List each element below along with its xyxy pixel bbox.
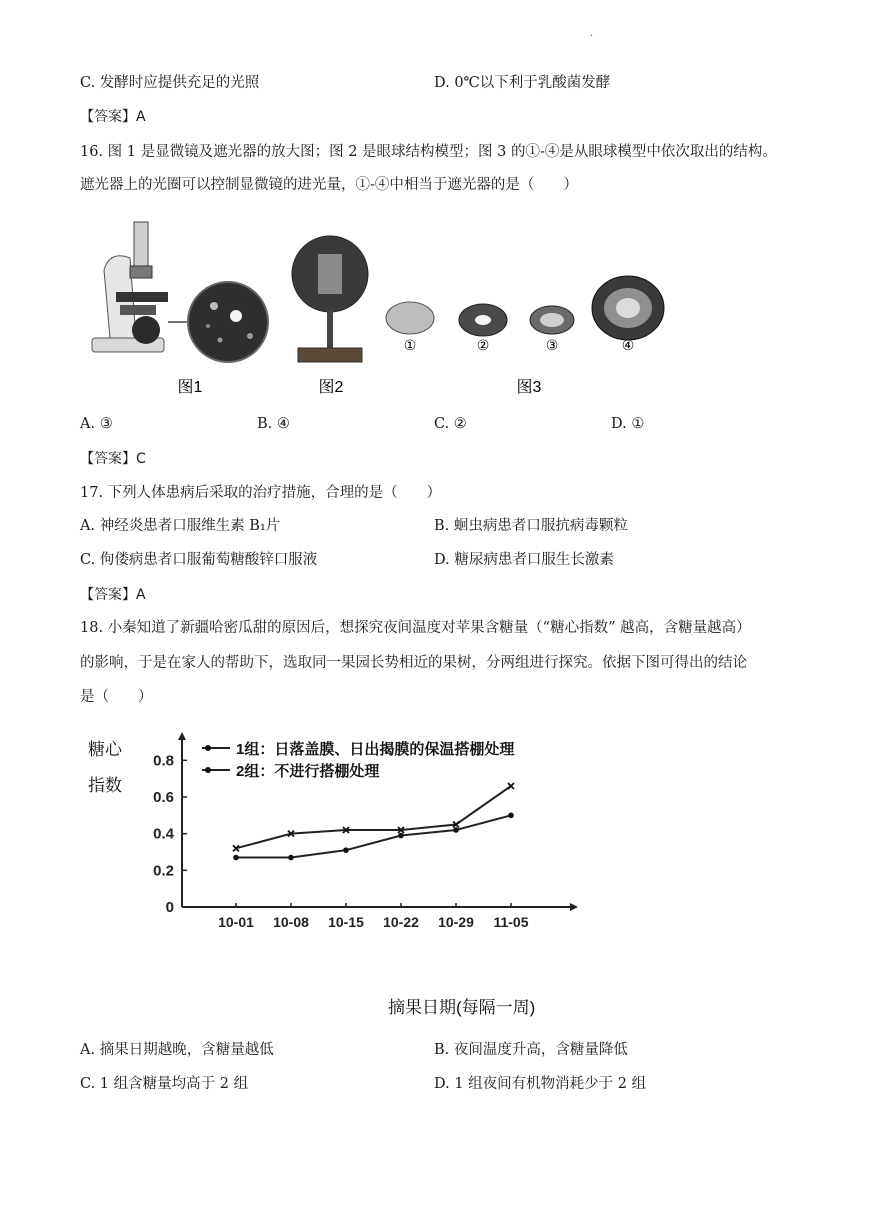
y-axis-arrow bbox=[178, 732, 186, 740]
q16-figure bbox=[80, 210, 680, 405]
q16-option-b: B. ④ bbox=[257, 416, 290, 432]
x-tick-label: 10-22 bbox=[383, 914, 419, 930]
data-point-group-2 bbox=[343, 847, 349, 853]
data-point-group-2 bbox=[453, 827, 459, 833]
series-line-group-1 bbox=[236, 786, 511, 848]
legend-label-group-2: 2组：不进行搭棚处理 bbox=[236, 763, 380, 780]
q15-option-c: C. 发酵时应提供充足的光照 bbox=[80, 75, 260, 91]
x-axis-arrow bbox=[570, 903, 578, 911]
diaphragm-enlarged bbox=[188, 282, 268, 362]
part-3-illustration bbox=[530, 306, 574, 334]
legend-marker-group-2 bbox=[205, 767, 211, 773]
q16-option-a: A. ③ bbox=[80, 416, 113, 432]
q17-option-c: C. 佝偻病患者口服葡萄糖酸锌口服液 bbox=[80, 552, 318, 568]
q18-option-b: B. 夜间温度升高，含糖量降低 bbox=[434, 1042, 628, 1058]
q18-option-a: A. 摘果日期越晚，含糖量越低 bbox=[80, 1042, 274, 1058]
x-tick-label: 11-05 bbox=[493, 914, 529, 930]
y-tick-label: 0.4 bbox=[153, 825, 174, 843]
part-2-illustration bbox=[459, 304, 507, 336]
y-tick-label: 0.2 bbox=[153, 862, 174, 880]
header-mark: . bbox=[590, 28, 594, 39]
q16-stem-line2: 遮光器上的光圈可以控制显微镜的进光量，①-④中相当于遮光器的是（ ） bbox=[80, 177, 578, 193]
q18-stem-line1: 18. 小秦知道了新疆哈密瓜甜的原因后，想探究夜间温度对苹果含糖量（“糖心指数” 越高，含糖量越高） bbox=[80, 620, 751, 636]
legend-label-group-1: 1组：日落盖膜、日出揭膜的保温搭棚处理 bbox=[236, 741, 515, 758]
q17-option-d: D. 糖尿病患者口服生长激素 bbox=[434, 552, 614, 568]
q18-option-c: C. 1 组含糖量均高于 2 组 bbox=[80, 1076, 249, 1092]
q16-answer: 【答案】C bbox=[80, 451, 146, 467]
q18-stem-line2: 的影响，于是在家人的帮助下，选取同一果园长势相近的果树，分两组进行探究。依据下图可得出的结论 bbox=[80, 655, 747, 671]
data-point-group-1 bbox=[508, 783, 514, 789]
data-point-group-2 bbox=[508, 813, 514, 819]
x-tick-label: 10-29 bbox=[438, 914, 474, 930]
q17-stem: 17. 下列人体患病后采取的治疗措施，合理的是（ ） bbox=[80, 485, 442, 501]
y-tick-label: 0.6 bbox=[153, 789, 174, 806]
x-tick-label: 10-15 bbox=[328, 914, 364, 930]
x-tick-label: 10-08 bbox=[273, 914, 309, 930]
data-point-group-2 bbox=[288, 855, 294, 861]
q17-answer: 【答案】A bbox=[80, 587, 146, 603]
q18-stem-line3: 是（ ） bbox=[80, 689, 153, 705]
q15-answer: 【答案】A bbox=[80, 109, 146, 125]
legend-marker-group-1 bbox=[205, 745, 211, 751]
q16-stem-line1: 16. 图 1 是显微镜及遮光器的放大图；图 2 是眼球结构模型；图 3 的①-④是从眼球模型中依次取出的结构。 bbox=[80, 144, 777, 160]
figure-caption-3: 图3 bbox=[516, 379, 542, 396]
part-4-illustration bbox=[592, 276, 664, 340]
y-tick-label: 0.8 bbox=[153, 752, 174, 770]
part-1-illustration bbox=[386, 302, 434, 334]
part-label-2: ② bbox=[476, 337, 490, 353]
x-tick-label: 10-01 bbox=[218, 914, 254, 930]
chart-ylabel-line2: 指数 bbox=[88, 776, 122, 795]
q16-option-c: C. ② bbox=[434, 416, 467, 432]
figure-caption-2: 图2 bbox=[318, 379, 344, 396]
part-label-3: ③ bbox=[545, 337, 559, 353]
q17-option-b: B. 蛔虫病患者口服抗病毒颗粒 bbox=[434, 518, 628, 534]
chart-xlabel: 摘果日期(每隔一周) bbox=[388, 998, 536, 1017]
y-tick-label: 0 bbox=[165, 899, 174, 916]
microscope-illustration bbox=[92, 222, 190, 352]
chart-ylabel-line1: 糖心 bbox=[88, 740, 122, 759]
data-point-group-2 bbox=[398, 833, 404, 839]
q17-option-a: A. 神经炎患者口服维生素 B₁片 bbox=[80, 518, 281, 534]
q15-option-d: D. 0℃以下利于乳酸菌发酵 bbox=[434, 75, 611, 91]
q16-option-d: D. ① bbox=[611, 416, 645, 432]
part-label-1: ① bbox=[403, 337, 417, 353]
sugar-index-line-chart bbox=[140, 730, 590, 940]
data-point-group-2 bbox=[233, 855, 239, 861]
q18-option-d: D. 1 组夜间有机物消耗少于 2 组 bbox=[434, 1076, 647, 1092]
part-label-4: ④ bbox=[621, 337, 635, 353]
figure-caption-1: 图1 bbox=[177, 379, 203, 396]
eyeball-model bbox=[292, 236, 368, 362]
